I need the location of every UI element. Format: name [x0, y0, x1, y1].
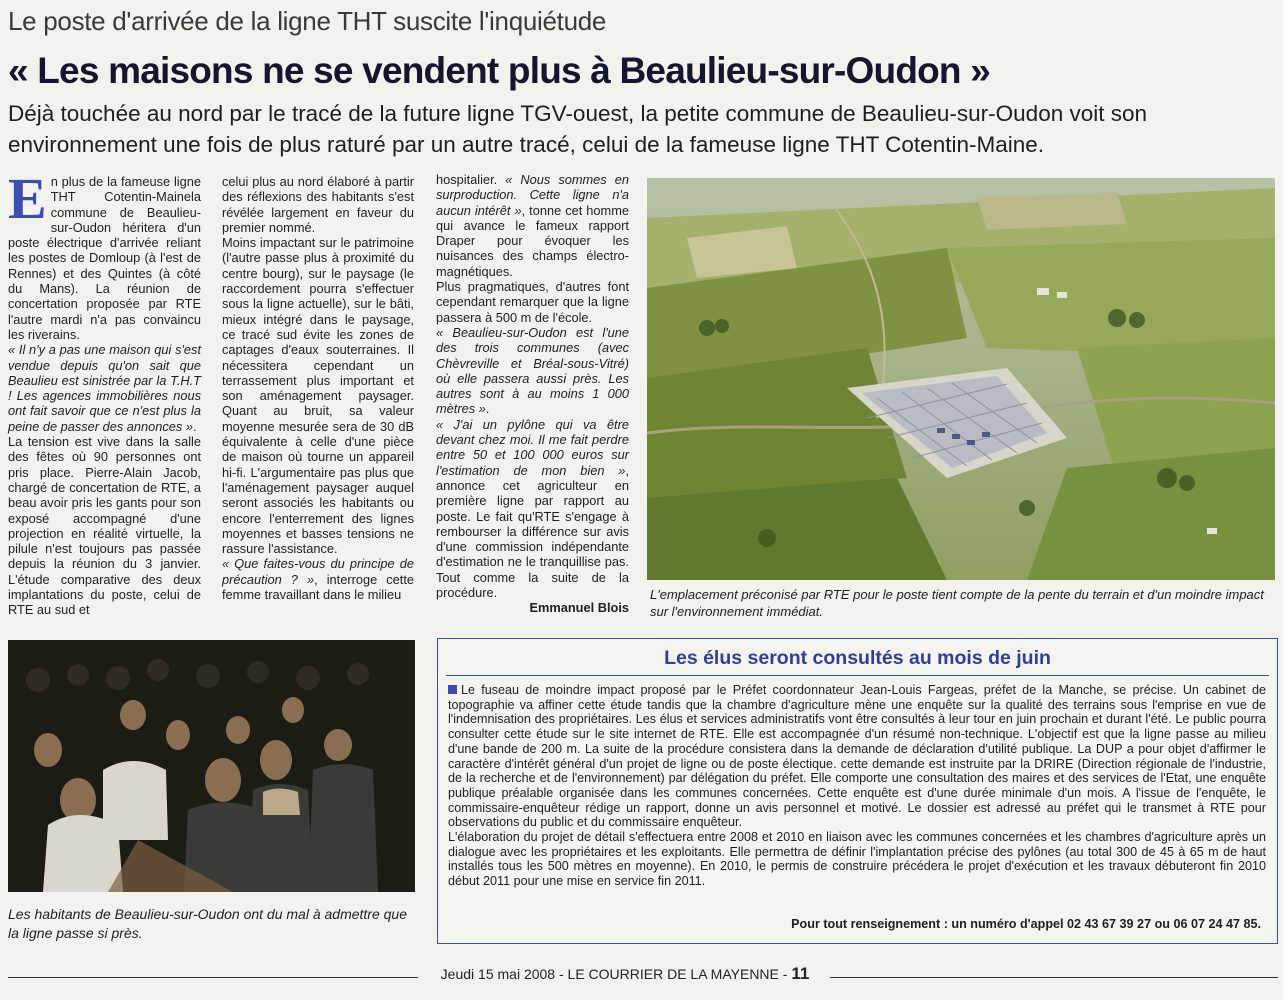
paragraph: hospitalier.	[436, 172, 498, 187]
paragraph: Moins impactant sur le patrimoine (l'autre passe plus à proximité du centre bourg), sur le paysage (le raccordement pourra s'effectuer sous la ligne actuelle), sur le bâti, mieux intégré dans le paysage, ce tracé sud évite les zones de captages d'eaux souterraines. Il nécessitera cependant un terrassement plus important et son aménagement paysager. Quant au bruit, sa valeur moyenne mesurée sera de 30 dB équivalente à celle d'une pièce de maison où tourne un appareil hi-fi. L'argumentaire pas plus que l'aménagement paysager auquel seront associés les habitants ou encore l'enterrement des lignes moyennes et basses tensions ne rassure l'assistance.	[222, 235, 414, 557]
quote: « Nous sommes en surproduction. Cette ligne n'a aucun intérêt »	[436, 172, 629, 218]
divider	[446, 675, 1269, 676]
page-number: 11	[791, 964, 810, 983]
page-footer	[428, 964, 822, 984]
box-body	[448, 683, 1266, 889]
quote: « J'ai un pylône qui va être devant chez moi. Il me fait perdre entre 50 et 100 000 euros sur l'estimation de mon bien »	[436, 416, 629, 478]
divider	[830, 977, 1278, 978]
paragraph: n plus de la fameuse ligne THT Cotentin-Mainela commune de Beaulieu-sur-Oudon héritera d'un poste électrique d'arrivée reliant les postes de Domloup (à l'est de Rennes) et des Quintes (à côté du Mans). La réunion de concertation proposée par RTE l'autre mardi n'a pas convaincu les riverains.	[8, 174, 201, 342]
paragraph: Plus pragmatiques, d'autres font cependant remarquer que la ligne passera à 500 m de l'école.	[436, 279, 629, 325]
punct: .	[192, 418, 197, 434]
audience-photo	[8, 640, 415, 892]
article-column-2	[222, 174, 414, 602]
headline: « Les maisons ne se vendent plus à Beaulieu-sur-Oudon »	[8, 50, 990, 91]
photo-caption: L'emplacement préconisé par RTE pour le poste tient compte de la pente du terrain et d'un moindre impact sur l'environnement immédiat.	[650, 587, 1264, 619]
sidebar-box	[437, 638, 1278, 944]
punct: .	[485, 401, 490, 417]
divider	[8, 977, 418, 978]
quote: « Beaulieu-sur-Oudon est l'une des trois communes (avec Chèvreville et Bréal-sous-Vitré) où elle passera aussi près. Les autres sont à au moins 1 000 mètres »	[436, 324, 629, 417]
photo-caption: Les habitants de Beaulieu-sur-Oudon ont du mal à admettre que la ligne passe si près.	[8, 906, 407, 941]
standfirst: Déjà touchée au nord par le tracé de la future ligne TGV-ouest, la petite commune de Beaulieu-sur-Oudon voit son environnement une fois de plus raturé par un autre tracé, celui de la fameuse ligne THT Cotentin-Maine.	[8, 101, 1148, 157]
paragraph: , tonne cet homme qui avance le fameux rapport Draper pour évoquer les nuisances des champs électro-magnétiques.	[436, 202, 629, 279]
article-column-3	[436, 172, 629, 616]
square-bullet-icon	[448, 685, 457, 694]
byline: Emmanuel Blois	[529, 600, 629, 616]
paragraph: L'élaboration du projet de détail s'effectuera entre 2008 et 2010 en liaison avec les communes concernées et les chambres d'agriculture après un dialogue avec les propriétaires et les exploitants. Elle permettra de définir l'implantation précise des pylônes (au total 300 de 45 à 65 m de haut installés tous les 500 mètres en moyenne). En 2010, le permis de construire précédera le projet d'exécution et les travaux débuteront fin 2010 début 2011 pour une mise en service fin 2011.	[448, 830, 1266, 889]
quote: « Que faites-vous du principe de précaution ? »	[222, 556, 414, 587]
contact-info: Pour tout renseignement : un numéro d'appel 02 43 67 39 27 ou 06 07 24 47 85.	[791, 917, 1261, 931]
drop-cap: E	[8, 166, 47, 231]
paragraph: Le fuseau de moindre impact proposé par le Préfet coordonnateur Jean-Louis Fargeas, préfet de la Manche, se précise. Un cabinet de topographie va affiner cette étude tandis que la chambre d'agriculture mène une enquête sur la qualité des terrains sous l'emprise en vue de l'indemnisation des propriétaires. Les élus et services administratifs vont être consultés à leur tour en juin prochain et durant l'été. Le public pourra consulter cette étude sur le site internet de RTE. Elle est accompagnée d'un résumé non-technique. L'objectif est que la ligne passe au milieu d'une bande de 200 m. La suite de la procédure consistera dans la demande de déclaration d'utilité publique. La DUP a pour objet d'affirmer le caractère d'intérêt général d'un projet de ligne ou de poste électique. cette demande est instruite par la DRIRE (Direction régionale de l'industrie, de la recherche et de l'environnement) par délégation du préfet. Elle comporte une consultation des maires et des services de l'Etat, une enquête publique préalable organisée dans les communes concernées. Cette enquête est d'une durée minimale d'un mois. A l'issue de l'enquête, le commissaire-enquêteur rédige un rapport, donne un avis personnel et motivé. Le dossier est adressé au préfet qui le transmet à RTE pour observations du public et du commissaire enquêteur.	[448, 683, 1266, 830]
aerial-photo-substation	[647, 178, 1275, 580]
kicker: Le poste d'arrivée de la ligne THT suscite l'inquiétude	[8, 6, 607, 36]
footer-date: Jeudi 15 mai 2008 - LE COURRIER DE LA MAYENNE -	[440, 966, 792, 982]
paragraph: , annonce cet agriculteur en première ligne par rapport au poste. Le fait qu'RTE s'engage à rembourser la différence sur avis d'une commission indépendante d'estimation ne le tranquillise pas. Tout comme la suite de la procédure.	[436, 462, 629, 601]
paragraph: La tension est vive dans la salle des fêtes où 90 personnes ont pris place. Pierre-Alain Jacob, chargé de concertation de RTE, a beau avoir pris les gants pour son exposé accompagné d'une projection en réalité virtuelle, la pilule n'est toujours pas passée depuis la réunion du 3 janvier. L'étude comparative des deux implantations du poste, celui de RTE au sud et	[8, 434, 201, 618]
quote: « Il n'y a pas une maison qui s'est vendue depuis qu'on sait que Beaulieu est sinistrée par la T.H.T ! Les agences immobilières nous ont fait savoir que ce n'est plus la peine de passer des annonces »	[8, 342, 201, 434]
paragraph: , interroge cette femme travaillant dans le milieu	[222, 571, 414, 603]
article-column-1	[8, 166, 201, 618]
paragraph: celui plus au nord élaboré à partir des réflexions des habitants s'est révélée largement en faveur du premier nommé.	[222, 174, 414, 235]
box-title: Les élus seront consultés au mois de juin	[664, 647, 1051, 669]
